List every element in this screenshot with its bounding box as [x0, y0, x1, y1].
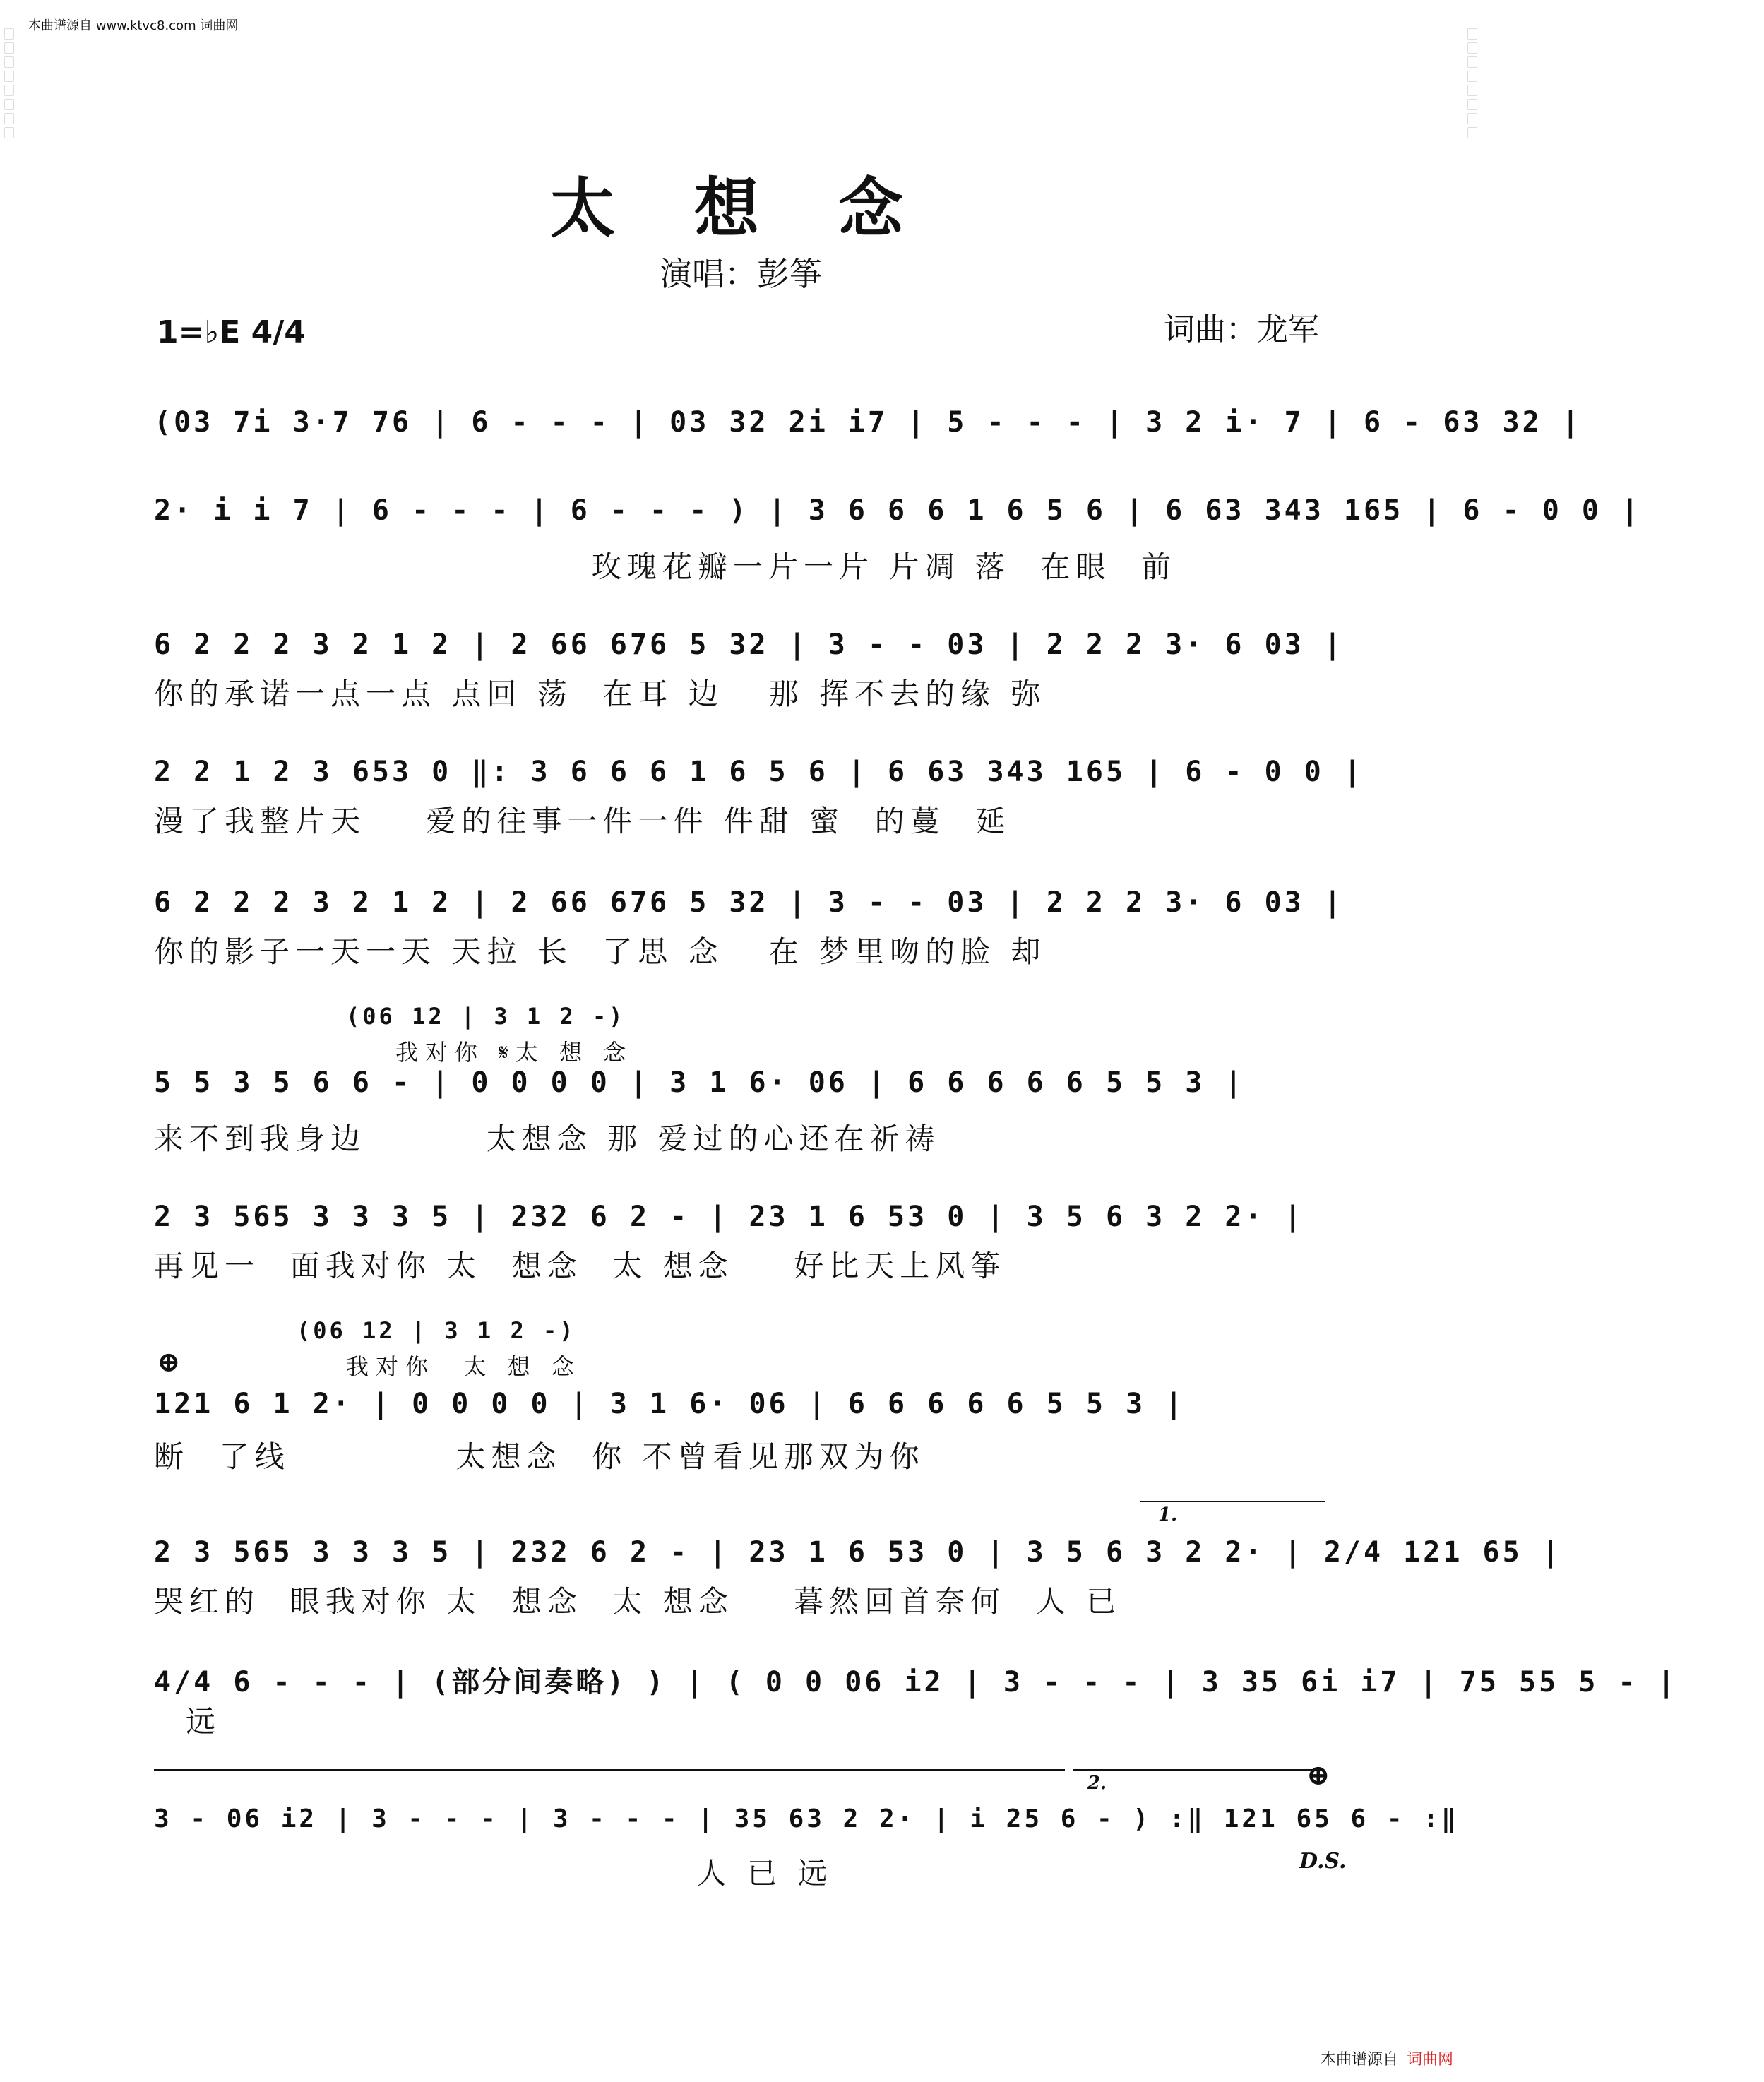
- source-note: 本曲谱源自 www.ktvc8.com 词曲网: [28, 18, 239, 33]
- lyric-line: 断 了线 太想念 你 不曾看见那双为你: [154, 1439, 925, 1474]
- lyric-line: 你的影子一天一天 天拉 长 了思 念 在 梦里吻的脸 却: [154, 934, 1047, 969]
- volta-bracket: [154, 1769, 1065, 1771]
- footer-brand: 词曲网: [1406, 2051, 1453, 2069]
- song-title: 太 想 念: [549, 170, 932, 246]
- notation-line: 2 2 1 2 3 653 0 ‖: 3 6 6 6 1 6 5 6 | 6 63 343 165 | 6 - 0 0 |: [154, 756, 1364, 788]
- alternate-notation: (06 12 | 3 1 2 -): [297, 1317, 576, 1344]
- notation-line: 2 3 565 3 3 3 5 | 232 6 2 - | 23 1 6 53 0 | 3 5 6 3 2 2· |: [154, 1201, 1304, 1233]
- left-watermark-strip: [4, 28, 14, 2054]
- coda-sign-icon: ⊕: [1306, 1759, 1330, 1792]
- notation-line: 2 3 565 3 3 3 5 | 232 6 2 - | 23 1 6 53 0 | 3 5 6 3 2 2· | 2/4 121 65 |: [154, 1536, 1562, 1569]
- volta-bracket: [1073, 1769, 1324, 1771]
- coda-sign-icon: ⊕: [157, 1345, 181, 1379]
- key-signature: 1=♭E 4/4: [157, 314, 306, 350]
- volta-number: 1.: [1158, 1504, 1178, 1525]
- lyric-line: 哭红的 眼我对你 太 想念 太 想念 暮然回首奈何 人 已: [154, 1584, 1122, 1619]
- notation-line: 6 2 2 2 3 2 1 2 | 2 66 676 5 32 | 3 - - 03 | 2 2 2 3· 6 03 |: [154, 886, 1344, 919]
- singer-credit: 演唱：彭筝: [660, 255, 822, 293]
- lyric-line: 你的承诺一点一点 点回 荡 在耳 边 那 挥不去的缘 弥: [154, 677, 1047, 711]
- lyric-line: 远: [186, 1704, 222, 1739]
- lyric-line: 人 已 远: [154, 1856, 833, 1891]
- alternate-lyrics: 我对你 太 想 念: [346, 1353, 581, 1380]
- volta-number: 2.: [1087, 1773, 1107, 1794]
- alternate-notation: (06 12 | 3 1 2 -): [346, 1003, 626, 1030]
- lyric-line: 玫瑰花瓣一片一片 片凋 落 在眼 前: [592, 549, 1177, 584]
- composer-credit: 词曲：龙军: [1164, 311, 1319, 347]
- notation-line: 4/4 6 - - - | (部分间奏略) ) | ( 0 0 06 i2 | 3 - - - | 3 35 6i i7 | 75 55 5 - |: [154, 1666, 1678, 1699]
- footer-source-text: 本曲谱源自: [1320, 2051, 1398, 2069]
- lyric-line: 再见一 面我对你 太 想念 太 想念 好比天上风筝: [154, 1249, 1006, 1283]
- notation-line: 3 - 06 i2 | 3 - - - | 3 - - - | 35 63 2 2· | i 25 6 - ) :‖ 121 65 6 - :‖: [154, 1804, 1460, 1833]
- footer-source: [1321, 2047, 1453, 2069]
- notation-line: 5 5 3 5 6 6 - | 0 0 0 0 | 3 1 6· 06 | 6 6 6 6 6 5 5 3 |: [154, 1066, 1245, 1099]
- lyric-line: 来不到我身边 太想念 那 爱过的心还在祈祷: [154, 1122, 941, 1156]
- alternate-lyrics: 我对你 𝄋太 想 念: [395, 1039, 633, 1066]
- notation-line: 2· i i 7 | 6 - - - | 6 - - - ) | 3 6 6 6 1 6 5 6 | 6 63 343 165 | 6 - 0 0 |: [154, 494, 1642, 527]
- volta-bracket: [1140, 1501, 1325, 1502]
- lyric-line: 漫了我整片天 爱的往事一件一件 件甜 蜜 的蔓 延: [154, 804, 1011, 838]
- notation-line: 121 6 1 2· | 0 0 0 0 | 3 1 6· 06 | 6 6 6 6 6 5 5 3 |: [154, 1388, 1186, 1420]
- dal-segno-mark: D.S.: [1299, 1849, 1347, 1874]
- notation-line: 6 2 2 2 3 2 1 2 | 2 66 676 5 32 | 3 - - 03 | 2 2 2 3· 6 03 |: [154, 629, 1344, 661]
- right-watermark-strip: [1467, 28, 1477, 2054]
- notation-line: (03 7i 3·7 76 | 6 - - - | 03 32 2i i7 | 5 - - - | 3 2 i· 7 | 6 - 63 32 |: [154, 406, 1582, 439]
